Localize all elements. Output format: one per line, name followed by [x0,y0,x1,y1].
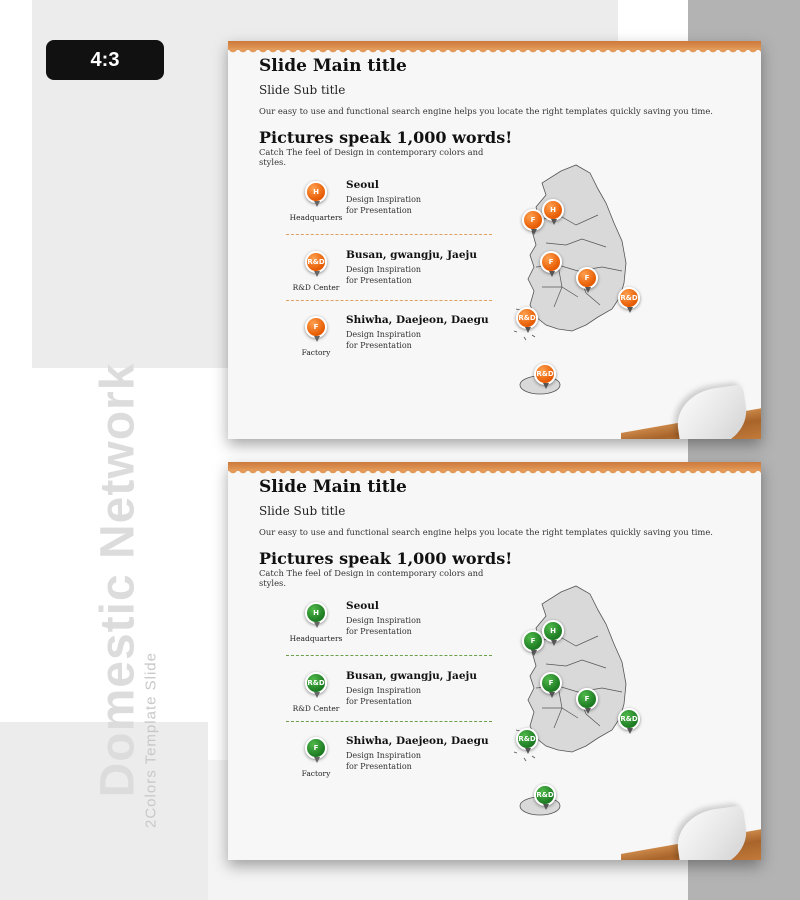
vertical-title: Domestic Network [91,362,145,798]
item-name: Busan, gwangju, Jaeju [346,670,477,682]
slide-green[interactable] [228,462,761,860]
divider [286,234,492,235]
korea-map [506,159,656,409]
item-name: Shiwha, Daejeon, Daegu [346,314,489,326]
slide-title: Slide Main title [259,477,407,497]
item-caption: R&D Center [292,283,340,292]
item-description: Design Inspiration for Presentation [346,686,422,706]
item-name: Busan, gwangju, Jaeju [346,249,477,261]
divider [286,721,492,722]
item-caption: R&D Center [292,704,340,713]
slide-description: Our easy to use and functional search engine helps you locate the right templates quickly saving you time. [259,527,713,537]
page-curl [673,805,750,860]
scallop-edge [228,469,761,475]
map-pin-icon: F [576,688,598,714]
list-item-headquarters [284,179,492,245]
map-pin-icon: F [540,672,562,698]
slide-catch: Catch The feel of Design in contemporary colors and styles. [259,568,484,588]
korea-map [506,580,656,830]
slide-headline: Pictures speak 1,000 words! [259,128,513,147]
item-caption: Factory [301,348,331,357]
item-name: Seoul [346,179,379,191]
slide-catch: Catch The feel of Design in contemporary colors and styles. [259,147,484,167]
slide-subtitle: Slide Sub title [259,83,346,97]
slide-headline: Pictures speak 1,000 words! [259,549,513,568]
map-pin-icon: F [522,209,544,235]
list-item-factory [284,735,492,801]
vertical-subtitle: 2Colors Template Slide [142,652,160,828]
map-pin-icon: R&D [618,287,640,313]
slide-subtitle: Slide Sub title [259,504,346,518]
list-item-rnd [284,249,492,315]
scallop-edge [228,48,761,54]
map-pin-icon: R&D [534,363,556,389]
item-name: Seoul [346,600,379,612]
pin-icon: R&D [305,672,327,698]
slide-title: Slide Main title [259,56,407,76]
item-description: Design Inspiration for Presentation [346,265,422,285]
divider [286,655,492,656]
map-pin-icon: R&D [516,307,538,333]
map-pin-icon: R&D [618,708,640,734]
map-pin-icon: H [542,620,564,646]
map-pin-icon: H [542,199,564,225]
pin-icon: H [305,602,327,628]
pin-icon: F [305,737,327,763]
slide-orange[interactable] [228,41,761,439]
item-caption: Headquarters [289,634,343,643]
slide-description: Our easy to use and functional search engine helps you locate the right templates quickly saving you time. [259,106,713,116]
map-pin-icon: F [540,251,562,277]
item-description: Design Inspiration for Presentation [346,330,422,350]
list-item-factory [284,314,492,380]
pin-icon: F [305,316,327,342]
list-item-rnd [284,670,492,736]
item-caption: Factory [301,769,331,778]
divider [286,300,492,301]
pin-icon: H [305,181,327,207]
list-item-headquarters [284,600,492,666]
item-description: Design Inspiration for Presentation [346,195,422,215]
map-pin-icon: F [522,630,544,656]
item-name: Shiwha, Daejeon, Daegu [346,735,489,747]
map-pin-icon: F [576,267,598,293]
map-pin-icon: R&D [534,784,556,810]
item-caption: Headquarters [289,213,343,222]
aspect-ratio-badge: 4:3 [46,40,164,80]
page-curl [673,384,750,439]
item-description: Design Inspiration for Presentation [346,751,422,771]
pin-icon: R&D [305,251,327,277]
item-description: Design Inspiration for Presentation [346,616,422,636]
map-pin-icon: R&D [516,728,538,754]
